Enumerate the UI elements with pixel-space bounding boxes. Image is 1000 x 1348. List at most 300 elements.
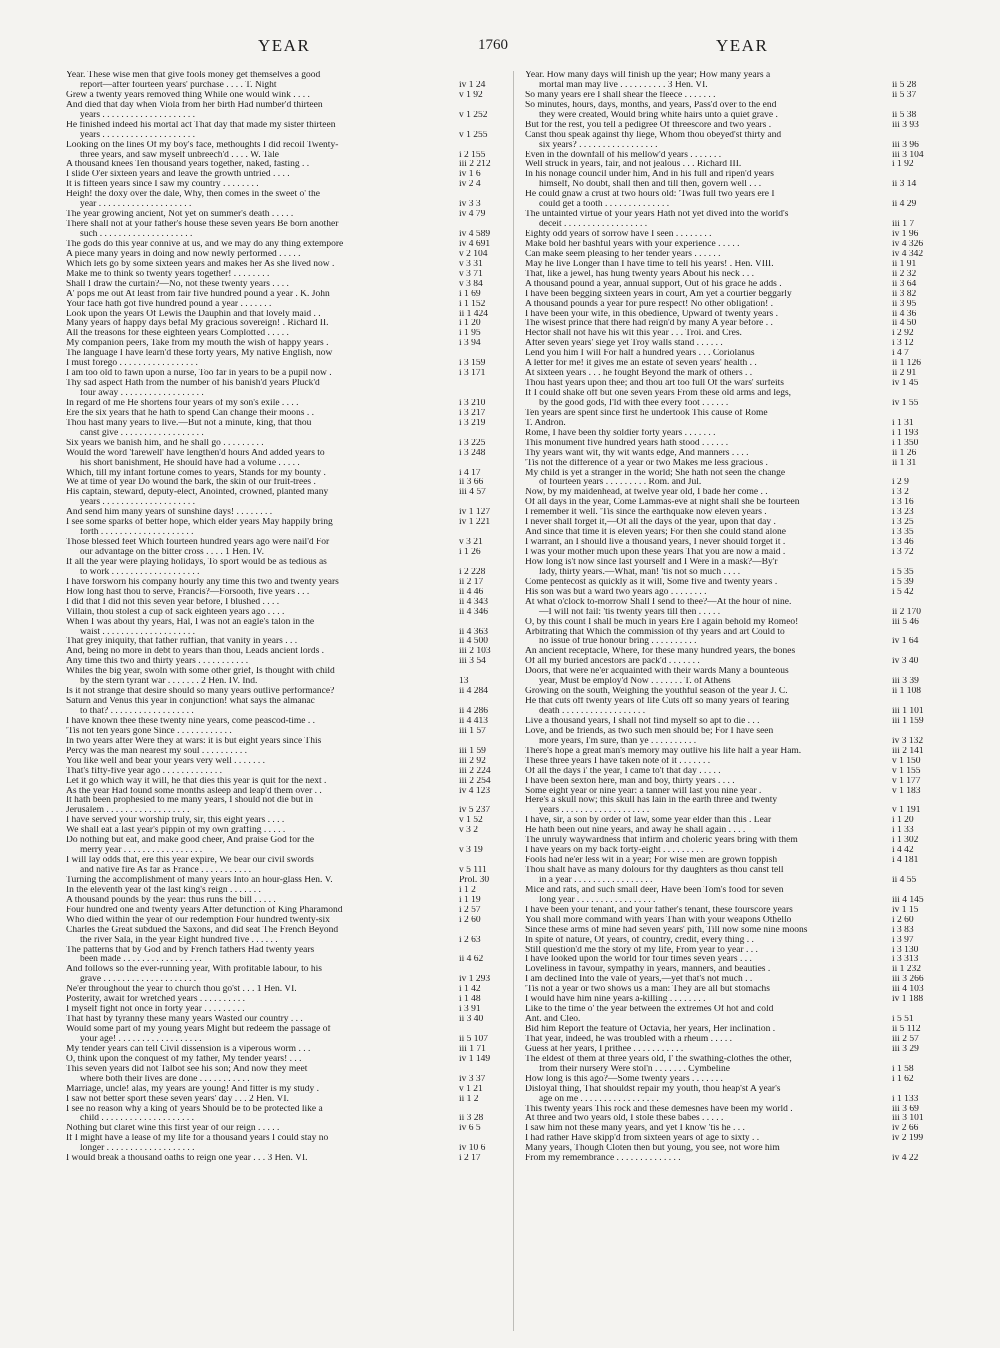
entry-reference: iv 1 188 xyxy=(890,995,936,1005)
concordance-entry xyxy=(66,230,503,240)
entry-text: This monument five hundred years hath stood . . . . . . xyxy=(525,438,729,448)
entry-text: We at time of year Do wound the bark, the skin of our fruit-trees . xyxy=(66,478,316,488)
entry-text: There's hope a great man's memory may outlive his life half a year Ham. xyxy=(525,746,802,756)
concordance-entry xyxy=(66,955,503,965)
concordance-entry xyxy=(66,160,503,170)
entry-text: Is it not strange that desire should so many years outlive performance? xyxy=(66,687,335,697)
concordance-entry xyxy=(66,1144,503,1154)
page-number: 1760 xyxy=(478,37,508,53)
entry-text: And died that day when Viola from her birth Had number'd thirteen xyxy=(66,100,323,110)
concordance-entry xyxy=(525,1154,936,1164)
entry-text: How long is't now since last yourself and I Were in a mask?—By'r xyxy=(525,557,778,567)
entry-text: O, by this count I shall be much in years Ere I again behold my Romeo! xyxy=(525,617,799,627)
concordance-entry xyxy=(66,538,503,548)
entry-reference: ii 4 50 xyxy=(890,319,936,329)
entry-reference: i 5 51 xyxy=(890,1015,936,1025)
entry-reference: i 2 17 xyxy=(457,1154,503,1164)
concordance-entry xyxy=(66,637,503,647)
entry-text: A thousand pounds by the year: thus runs the bill . . . . . xyxy=(66,895,276,905)
entry-reference: iv 10 6 xyxy=(457,1144,503,1154)
concordance-entry xyxy=(525,240,936,250)
entry-reference: i 1 42 xyxy=(457,985,503,995)
entry-text: merry year . . . . . . . . . . . . . . . . . xyxy=(80,846,203,856)
entry-reference: i 1 92 xyxy=(890,160,936,170)
entry-text: This seven years did not Talbot see his son; And now they meet xyxy=(66,1064,308,1074)
concordance-entry xyxy=(66,1124,503,1134)
concordance-entry xyxy=(66,1045,503,1055)
concordance-entry xyxy=(525,1075,936,1085)
concordance-entry xyxy=(525,419,936,429)
concordance-entry xyxy=(525,528,936,538)
entry-text: Percy was the man nearest my soul . . . . . . . . . . xyxy=(66,746,247,756)
entry-reference: ii 4 346 xyxy=(457,608,503,618)
entry-text: Bid him Report the feature of Octavia, her years, Her inclination . xyxy=(525,1025,776,1034)
entry-reference: i 1 302 xyxy=(890,836,936,846)
entry-text: I see no reason why a king of years Should be to be protected like a xyxy=(66,1104,323,1114)
concordance-entry xyxy=(66,270,503,280)
entry-reference: ii 3 82 xyxy=(890,290,936,300)
entry-text: Any time this two and thirty years . . . . . . . . . . . xyxy=(66,657,249,667)
entry-text: You like well and bear your years very well . . . . . . . xyxy=(66,756,266,766)
entry-reference: iv 3 37 xyxy=(457,1075,503,1085)
concordance-entry xyxy=(66,1154,503,1164)
entry-reference: ii 4 284 xyxy=(457,687,503,697)
entry-text: 'Tis not a year or two shows us a man: They are all but stomachs xyxy=(525,985,770,995)
entry-text: I am too old to fawn upon a nurse, Too far in years to be a pupil now . xyxy=(66,369,332,379)
concordance-entry xyxy=(66,598,503,608)
entry-text: In spite of nature, Of years, of country, credit, every thing . . xyxy=(525,935,754,945)
concordance-entry xyxy=(525,250,936,260)
concordance-entry xyxy=(525,777,936,787)
concordance-entry xyxy=(66,717,503,727)
concordance-entry xyxy=(66,677,503,687)
concordance-entry xyxy=(66,349,503,359)
entry-reference: i 3 25 xyxy=(890,518,936,528)
entry-text: Nothing but claret wine this first year of our reign . . . . . xyxy=(66,1124,280,1134)
concordance-entry xyxy=(66,459,503,469)
concordance-entry xyxy=(525,747,936,757)
concordance-entry xyxy=(525,459,936,469)
concordance-entry xyxy=(525,200,936,210)
concordance-entry xyxy=(525,478,936,488)
concordance-entry xyxy=(66,657,503,667)
entry-text: Four hundred one and twenty years After defunction of King Pharamond xyxy=(66,905,343,915)
entry-text: In his nonage council under him, And in his full and ripen'd years xyxy=(525,170,774,180)
entry-text: forth . . . . . . . . . . . . . . . . . . . . xyxy=(80,528,194,538)
entry-text: Ere the six years that he hath to spend Can change their moons . . xyxy=(66,408,314,418)
entry-reference: iii 2 212 xyxy=(457,160,503,170)
entry-reference: v 1 177 xyxy=(890,777,936,787)
concordance-entry xyxy=(525,131,936,141)
concordance-entry xyxy=(525,608,936,618)
concordance-entry xyxy=(525,379,936,389)
entry-reference: iv 1 15 xyxy=(890,906,936,916)
entry-text: Let it go which way it will, he that dies this year is quit for the next . xyxy=(66,776,327,786)
concordance-entry xyxy=(525,449,936,459)
entry-text: to work . . . . . . . . . . . . . . . . . . . xyxy=(80,567,200,577)
entry-text: death . . . . . . . . . . . . . . . . . . xyxy=(539,707,646,716)
concordance-entry xyxy=(525,498,936,508)
concordance-entry xyxy=(66,687,503,697)
entry-reference: i 3 225 xyxy=(457,439,503,449)
entry-reference: iii 2 57 xyxy=(890,1035,936,1045)
entry-reference: i 1 62 xyxy=(890,1075,936,1085)
entry-text: My companion peers, Take from my mouth the wish of happy years . xyxy=(66,339,329,349)
entry-reference: v 1 150 xyxy=(890,757,936,767)
entry-text: That, like a jewel, has hung twenty years About his neck . . . xyxy=(525,269,755,279)
entry-reference: v 1 191 xyxy=(890,806,936,816)
entry-text: When I was about thy years, Hal, I was not an eagle's talon in the xyxy=(66,617,315,627)
concordance-entry xyxy=(66,180,503,190)
concordance-entry xyxy=(525,389,936,399)
entry-reference: iv 3 3 xyxy=(457,200,503,210)
entry-text: I slide O'er sixteen years and leave the growth untried . . . . xyxy=(66,170,290,180)
entry-text: Still question'd me the story of my life, From year to year . . . xyxy=(525,945,758,955)
entry-text: So many years ere I shall shear the fleece . . . . . . . xyxy=(525,90,716,100)
entry-reference: iv 2 199 xyxy=(890,1134,936,1144)
column-divider xyxy=(513,71,514,1331)
entry-text: I have looked upon the world for four times seven years . . . xyxy=(525,955,752,965)
concordance-entry xyxy=(66,1065,503,1075)
concordance-entry xyxy=(66,379,503,389)
entry-text: Arbitrating that Which the commission of thy years and art Could to xyxy=(525,627,785,637)
entry-reference: i 2 57 xyxy=(457,906,503,916)
concordance-entry xyxy=(66,737,503,747)
entry-text: his short banishment, He should have had a volume . . . . . xyxy=(80,458,300,468)
concordance-entry xyxy=(66,747,503,757)
entry-text: deceit . . . . . . . . . . . . . . . . . . xyxy=(539,220,648,230)
concordance-entry xyxy=(66,767,503,777)
entry-text: It hath been prophesied to me many years, I should not die but in xyxy=(66,796,313,806)
entry-text: Six years we banish him, and he shall go . . . . . . . . . xyxy=(66,438,264,448)
concordance-entry xyxy=(525,1124,936,1134)
concordance-entry xyxy=(525,260,936,270)
entry-text: Love, and be friends, as two such men should be; For I have seen xyxy=(525,726,774,736)
concordance-entry xyxy=(66,190,503,200)
entry-text: I have been begging sixteen years in court, Am yet a courtier beggarly xyxy=(525,289,792,299)
concordance-entry xyxy=(525,1085,936,1095)
concordance-entry xyxy=(525,518,936,528)
entry-text: An ancient receptacle, Where, for these many hundred years, the bones xyxy=(525,647,796,657)
entry-text: After seven years' siege yet Troy walls stand . . . . . . xyxy=(525,339,723,349)
entry-text: I myself fight not once in forty year . . . . . . . . . xyxy=(66,1005,245,1015)
concordance-entry xyxy=(525,787,936,797)
entry-text: I have been your tenant, and your father's tenant, these fourscore years xyxy=(525,905,793,915)
entry-text: A thousand knees Ten thousand years together, naked, fasting . . xyxy=(66,160,310,170)
concordance-entry xyxy=(66,280,503,290)
entry-text: years . . . . . . . . . . . . . . . . . . . . xyxy=(80,130,196,140)
concordance-entry xyxy=(66,409,503,419)
entry-text: in a year . . . . . . . . . . . . . . . . . xyxy=(539,875,653,885)
entry-text: from their nursery Were stol'n . . . . . . . Cymbeline xyxy=(539,1064,730,1074)
entry-reference: ii 2 32 xyxy=(890,270,936,280)
entry-reference: iv 1 24 xyxy=(457,81,503,91)
concordance-entry xyxy=(525,816,936,826)
concordance-entry xyxy=(66,508,503,518)
concordance-entry xyxy=(525,618,936,628)
entry-text: I must forego . . . . . . . . . . . . . . . . . xyxy=(66,359,198,369)
entry-reference: i 3 91 xyxy=(457,1005,503,1015)
concordance-entry xyxy=(66,578,503,588)
entry-text: So minutes, hours, days, months, and years, Pass'd over to the end xyxy=(525,100,777,110)
concordance-entry xyxy=(66,449,503,459)
entry-text: mortal man may live . . . . . . . . . . 3 Hen. VI. xyxy=(539,80,708,90)
concordance-entry xyxy=(66,389,503,399)
entry-text: Many years, Though Cloten then but young, you see, not wore him xyxy=(525,1144,780,1154)
entry-text: I did that I did not this seven year before, I blushed . . . . xyxy=(66,597,280,607)
concordance-entry xyxy=(66,290,503,300)
running-head-left: YEAR xyxy=(258,36,311,55)
concordance-entry xyxy=(66,260,503,270)
entry-text: years . . . . . . . . . . . . . . . . . . . . xyxy=(80,498,196,508)
entry-reference: ii 4 343 xyxy=(457,598,503,608)
entry-reference: i 1 58 xyxy=(890,1065,936,1075)
concordance-entry xyxy=(66,826,503,836)
concordance-entry xyxy=(66,608,503,618)
entry-reference: i 3 210 xyxy=(457,399,503,409)
entry-reference: i 1 20 xyxy=(457,319,503,329)
entry-reference: i 2 63 xyxy=(457,936,503,946)
entry-text: the river Sala, in the year Eight hundred five . . . . . . xyxy=(80,935,278,945)
entry-text: been made . . . . . . . . . . . . . . . . . xyxy=(80,955,202,965)
entry-text: How long hast thou to serve, Francis?—Forsooth, five years . . . xyxy=(66,587,310,597)
entry-text: Loveliness in favour, sympathy in years, manners, and beauties . xyxy=(525,965,771,975)
entry-text: The gods do this year connive at us, and we may do any thing extempore xyxy=(66,239,344,249)
entry-text: Jerusalem . . . . . . . . . . . . . . . . . . xyxy=(66,806,190,816)
entry-text: That hast by tyranny these many years Wasted our country . . . xyxy=(66,1015,303,1025)
concordance-entry xyxy=(525,429,936,439)
entry-reference: v 3 19 xyxy=(457,846,503,856)
concordance-entry xyxy=(525,369,936,379)
concordance-entry xyxy=(525,916,936,926)
concordance-entry xyxy=(525,180,936,190)
entry-reference: ii 1 26 xyxy=(890,449,936,459)
entry-text: Now, by my maidenhead, at twelve year old, I bade her come . . xyxy=(525,488,768,498)
entry-reference: ii 3 66 xyxy=(457,478,503,488)
entry-reference: i 1 31 xyxy=(890,419,936,429)
entry-text: such . . . . . . . . . . . . . . . . . . . . xyxy=(80,230,193,239)
concordance-entry xyxy=(525,578,936,588)
concordance-entry xyxy=(66,250,503,260)
entry-reference: i 5 39 xyxy=(890,578,936,588)
concordance-entry xyxy=(66,439,503,449)
concordance-entry xyxy=(66,319,503,329)
concordance-entry xyxy=(525,160,936,170)
entry-text: If I could shake off but one seven years From these old arms and legs, xyxy=(525,389,792,398)
concordance-entry xyxy=(525,926,936,936)
concordance-entry xyxy=(525,1025,936,1035)
concordance-entry xyxy=(525,230,936,240)
concordance-entry xyxy=(525,210,936,220)
entry-text: Ant. and Cleo. xyxy=(525,1015,581,1025)
concordance-entry xyxy=(66,618,503,628)
entry-text: Grew a twenty years removed thing While one would wink . . . . xyxy=(66,90,310,100)
entry-reference: v 3 2 xyxy=(457,826,503,836)
concordance-entry xyxy=(525,985,936,995)
entry-text: no issue of true honour bring . . . . . . . . . . xyxy=(539,637,697,647)
entry-reference: i 3 94 xyxy=(457,339,503,349)
entry-text: At sixteen years . . . he fought Beyond the mark of others . . xyxy=(525,369,753,379)
concordance-entry xyxy=(525,886,936,896)
entry-text: Would some part of my young years Might but redeem the passage of xyxy=(66,1025,331,1034)
entry-reference: i 3 217 xyxy=(457,409,503,419)
entry-text: by the good gods, I'ld with thee every foot . . . . . . xyxy=(539,398,729,408)
entry-text: Charles the Great subdued the Saxons, and did seat The French Beyond xyxy=(66,925,339,935)
entry-text: could get a tooth . . . . . . . . . . . . . . xyxy=(539,200,670,210)
entry-text: to that? . . . . . . . . . . . . . . . . . . xyxy=(80,707,194,716)
concordance-entry xyxy=(66,946,503,956)
entry-text: 'Tis not the difference of a year or two Makes me less gracious . xyxy=(525,458,768,468)
entry-text: That year, indeed, he was troubled with a rheum . . . . . xyxy=(525,1034,732,1044)
entry-text: more years, I'm sure, than ye . . . . . . . . . . xyxy=(539,736,697,746)
concordance-entry xyxy=(66,240,503,250)
concordance-entry xyxy=(525,906,936,916)
entry-text: I warrant, an I should live a thousand years, I never should forget it . xyxy=(525,538,786,548)
entry-reference: ii 3 14 xyxy=(890,180,936,190)
concordance-entry xyxy=(66,816,503,826)
entry-text: Fools had ne'er less wit in a year; For wise men are grown foppish xyxy=(525,856,778,866)
concordance-entry xyxy=(66,965,503,975)
entry-text: In regard of me He shortens four years of my son's exile . . . . xyxy=(66,398,299,408)
entry-reference: iv 1 221 xyxy=(457,518,503,528)
concordance-entry xyxy=(525,1105,936,1115)
entry-reference: iv 4 79 xyxy=(457,210,503,220)
concordance-entry xyxy=(525,697,936,707)
entry-reference: i 2 228 xyxy=(457,568,503,578)
entry-text: The unruly waywardness that infirm and choleric years bring with them xyxy=(525,836,798,846)
concordance-entry xyxy=(66,846,503,856)
concordance-entry xyxy=(525,548,936,558)
entry-text: your age! . . . . . . . . . . . . . . . . . . xyxy=(80,1034,202,1044)
entry-reference: iv 1 6 xyxy=(457,170,503,180)
entry-reference: iv 6 5 xyxy=(457,1124,503,1134)
entry-reference: ii 5 37 xyxy=(890,91,936,101)
concordance-entry xyxy=(66,548,503,558)
entry-text: Eighty odd years of sorrow have I seen . . . . . . . . xyxy=(525,230,712,239)
entry-text: waist . . . . . . . . . . . . . . . . . . . . xyxy=(80,627,196,637)
concordance-entry xyxy=(66,757,503,767)
entry-reference: iii 5 46 xyxy=(890,618,936,628)
entry-text: How long is this ago?—Some twenty years . . . . . . . xyxy=(525,1074,723,1084)
entry-text: Guess at her years, I prithee . . . . . . . . . . . xyxy=(525,1044,684,1054)
entry-text: Which, till my infant fortune comes to years, Stands for my bounty . xyxy=(66,468,326,478)
entry-reference: iv 3 132 xyxy=(890,737,936,747)
concordance-entry xyxy=(525,1035,936,1045)
entry-text: Saturn and Venus this year in conjunction! what says the almanac xyxy=(66,697,315,707)
entry-text: Well struck in years, fair, and not jealous . . . Richard III. xyxy=(525,160,742,170)
entry-reference: v 1 155 xyxy=(890,767,936,777)
concordance-entry xyxy=(525,757,936,767)
entry-text: Many years of happy days befal My gracious sovereign! . Richard II. xyxy=(66,319,329,329)
entry-reference: ii 5 38 xyxy=(890,111,936,121)
concordance-entry xyxy=(66,806,503,816)
entry-reference: ii 2 17 xyxy=(457,578,503,588)
entry-text: But for the rest, you tell a pedigree Of threescore and two years . xyxy=(525,120,772,130)
entry-text: All the treasons for these eighteen years Complotted . . . . . xyxy=(66,329,289,339)
concordance-entry xyxy=(66,300,503,310)
entry-text: report—after fourteen years' purchase . . . . T. Night xyxy=(80,80,277,90)
entry-reference: i 3 313 xyxy=(890,955,936,965)
entry-text: Looking on the lines Of my boy's face, methoughts I did recoil Twenty- xyxy=(66,140,339,150)
entry-reference: iv 5 237 xyxy=(457,806,503,816)
entry-reference: iii 2 254 xyxy=(457,777,503,787)
concordance-entry xyxy=(525,796,936,806)
entry-reference: ii 4 413 xyxy=(457,717,503,727)
entry-text: In the eleventh year of the last king's reign . . . . . . . xyxy=(66,885,261,895)
entry-reference: i 3 219 xyxy=(457,419,503,429)
concordance-entry xyxy=(525,508,936,518)
concordance-entry xyxy=(525,329,936,339)
concordance-entry xyxy=(525,1095,936,1105)
concordance-entry xyxy=(525,1114,936,1124)
concordance-entry xyxy=(66,856,503,866)
concordance-entry xyxy=(66,1085,503,1095)
entry-text: Some eight year or nine year: a tanner will last you nine year . xyxy=(525,786,762,796)
concordance-entry xyxy=(66,975,503,985)
entry-reference: iii 1 71 xyxy=(457,1045,503,1055)
concordance-entry xyxy=(66,906,503,916)
entry-text: 'Tis not ten years gone Since . . . . . . . . . . . . xyxy=(66,726,232,736)
concordance-entry xyxy=(66,210,503,220)
entry-text: Canst thou speak against thy liege, Whom thou obeyed'st thirty and xyxy=(525,130,782,140)
concordance-entry xyxy=(66,310,503,320)
concordance-entry xyxy=(525,121,936,131)
entry-reference: iii 1 101 xyxy=(890,707,936,717)
entry-text: Since these arms of mine had seven years' pith, Till now some nine moons xyxy=(525,925,808,935)
entry-text: Year. How many days will finish up the year; How many years a xyxy=(525,71,771,80)
concordance-entry xyxy=(66,866,503,876)
entry-reference: ii 3 64 xyxy=(890,280,936,290)
concordance-entry xyxy=(525,71,936,81)
concordance-entry xyxy=(525,657,936,667)
entry-text: I have been sexton here, man and boy, thirty years . . . . xyxy=(525,776,735,786)
right-column xyxy=(525,71,936,1164)
concordance-entry xyxy=(525,1005,936,1015)
entry-reference: i 1 19 xyxy=(457,896,503,906)
entry-reference: iii 1 159 xyxy=(890,717,936,727)
entry-reference: iv 4 342 xyxy=(890,250,936,260)
entry-text: Of all days in the year, Come Lammas-eve at night shall she be fourteen xyxy=(525,498,800,508)
entry-text: The year growing ancient, Not yet on summer's death . . . . . xyxy=(66,210,294,220)
entry-text: Mice and rats, and such small deer, Have been Tom's food for seven xyxy=(525,885,784,895)
concordance-entry xyxy=(525,707,936,717)
concordance-entry xyxy=(525,836,936,846)
entry-reference: iv 4 691 xyxy=(457,240,503,250)
entry-text: they were created, Would bring white hairs unto a quiet grave . xyxy=(539,110,778,120)
concordance-entry xyxy=(525,568,936,578)
entry-reference: iii 3 93 xyxy=(890,121,936,131)
concordance-entry xyxy=(525,310,936,320)
concordance-entry xyxy=(66,568,503,578)
entry-text: Look upon the years Of Lewis the Dauphin and that lovely maid . . xyxy=(66,309,321,319)
concordance-entry xyxy=(66,647,503,657)
entry-text: Who died within the year of our redemption Four hundred twenty-six xyxy=(66,915,330,925)
concordance-entry xyxy=(525,339,936,349)
concordance-entry xyxy=(525,866,936,876)
entry-text: That grey iniquity, that father ruffian, that vanity in years . . . xyxy=(66,637,298,647)
concordance-entry xyxy=(66,787,503,797)
entry-reference: iv 1 293 xyxy=(457,975,503,985)
entry-text: three years, and saw myself unbreech'd . . . . W. Tale xyxy=(80,150,279,160)
entry-reference: iv 1 64 xyxy=(890,637,936,647)
entry-text: Do nothing but eat, and make good cheer, And praise God for the xyxy=(66,836,315,846)
entry-reference: ii 3 95 xyxy=(890,300,936,310)
entry-text: where both their lives are done . . . . . . . . . . . xyxy=(80,1074,250,1084)
concordance-entry xyxy=(66,916,503,926)
entry-text: I was your mother much upon these years That you are now a maid . xyxy=(525,548,786,557)
concordance-entry xyxy=(66,707,503,717)
entry-reference: ii 4 29 xyxy=(890,200,936,210)
